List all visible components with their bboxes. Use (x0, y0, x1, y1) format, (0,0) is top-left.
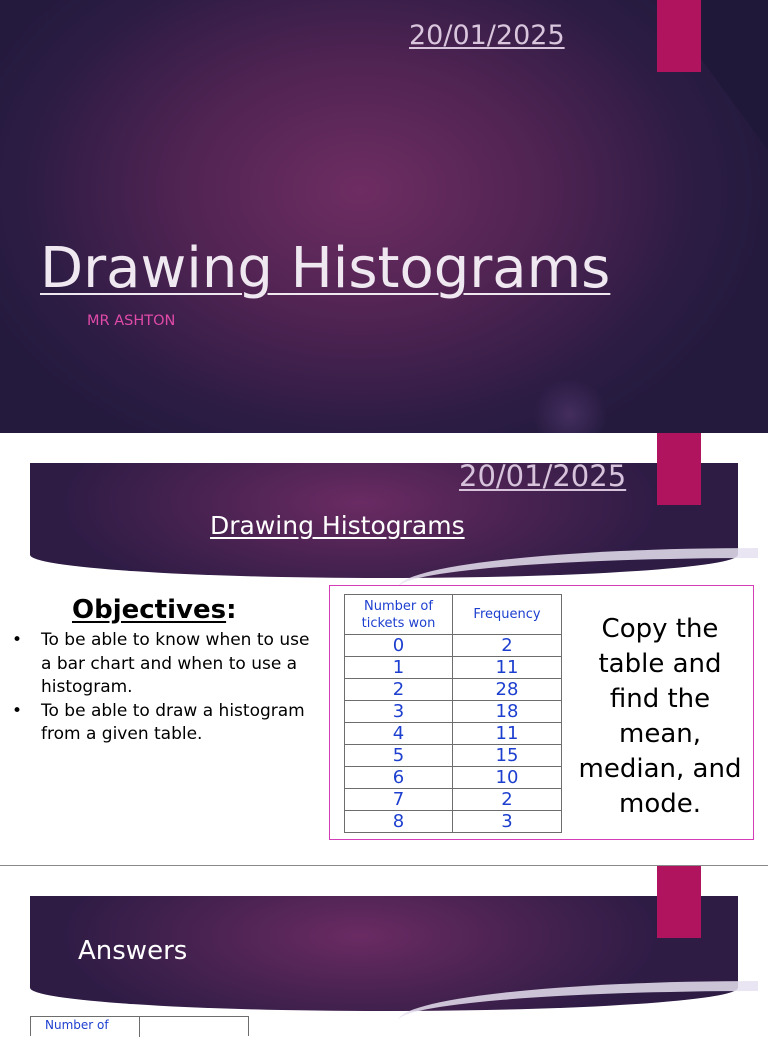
slide-title: Drawing Histograms (210, 511, 465, 540)
slide-date: 20/01/2025 (409, 20, 565, 51)
author-name: MR ASHTON (87, 313, 176, 329)
table-row (345, 811, 562, 833)
table-row (345, 789, 562, 811)
table-row (345, 701, 562, 723)
table-cell: 3 (453, 811, 562, 833)
table-cell: 2 (345, 679, 453, 701)
accent-bar (657, 433, 701, 505)
table-cell: 10 (453, 767, 562, 789)
slide-title: Drawing Histograms (40, 236, 611, 301)
table-cell: 11 (453, 657, 562, 679)
title-slide (0, 0, 768, 433)
slide-title: Answers (78, 936, 188, 966)
table-cell: 15 (453, 745, 562, 767)
table-cell: 1 (345, 657, 453, 679)
table-cell: 6 (345, 767, 453, 789)
column-header-tickets: Number of tickets won (345, 595, 453, 635)
table-cell (31, 1017, 140, 1037)
answers-slide (0, 866, 768, 1032)
table-cell: 3 (345, 701, 453, 723)
banner-swoosh (398, 548, 758, 588)
objectives-slide (0, 433, 768, 865)
accent-bar (657, 866, 701, 938)
table-cell: 0 (345, 635, 453, 657)
table-row (345, 723, 562, 745)
table-row (345, 767, 562, 789)
table-cell: 2 (453, 635, 562, 657)
banner-swoosh (398, 981, 758, 1021)
frequency-table (344, 594, 562, 833)
table-header-row (345, 595, 562, 635)
objectives-heading-colon: : (226, 595, 237, 625)
table-cell: 2 (453, 789, 562, 811)
objectives-heading-text: Objectives (72, 595, 227, 625)
table-row (345, 679, 562, 701)
table-row (345, 657, 562, 679)
slide-date: 20/01/2025 (459, 459, 627, 493)
accent-bar (657, 0, 701, 72)
table-panel (329, 585, 754, 840)
objectives-list (10, 629, 310, 747)
objectives-heading (72, 595, 236, 625)
column-header-frequency: Frequency (453, 595, 562, 635)
table-cell: 8 (345, 811, 453, 833)
instruction-text: Copy the table and find the mean, median, and mode. (578, 614, 742, 819)
table-row (345, 745, 562, 767)
table-cell: 4 (345, 723, 453, 745)
answers-table (30, 1016, 249, 1036)
table-cell: 18 (453, 701, 562, 723)
objective-item: • To be able to know when to use a bar chart and when to use a histogram. (10, 629, 310, 700)
objective-item: • To be able to draw a histogram from a given table. (10, 700, 310, 747)
table-row (345, 635, 562, 657)
table-cell: 5 (345, 745, 453, 767)
table-cell: 11 (453, 723, 562, 745)
table-cell: 7 (345, 789, 453, 811)
column-header-partial: Number of (45, 1018, 109, 1032)
table-cell: 28 (453, 679, 562, 701)
